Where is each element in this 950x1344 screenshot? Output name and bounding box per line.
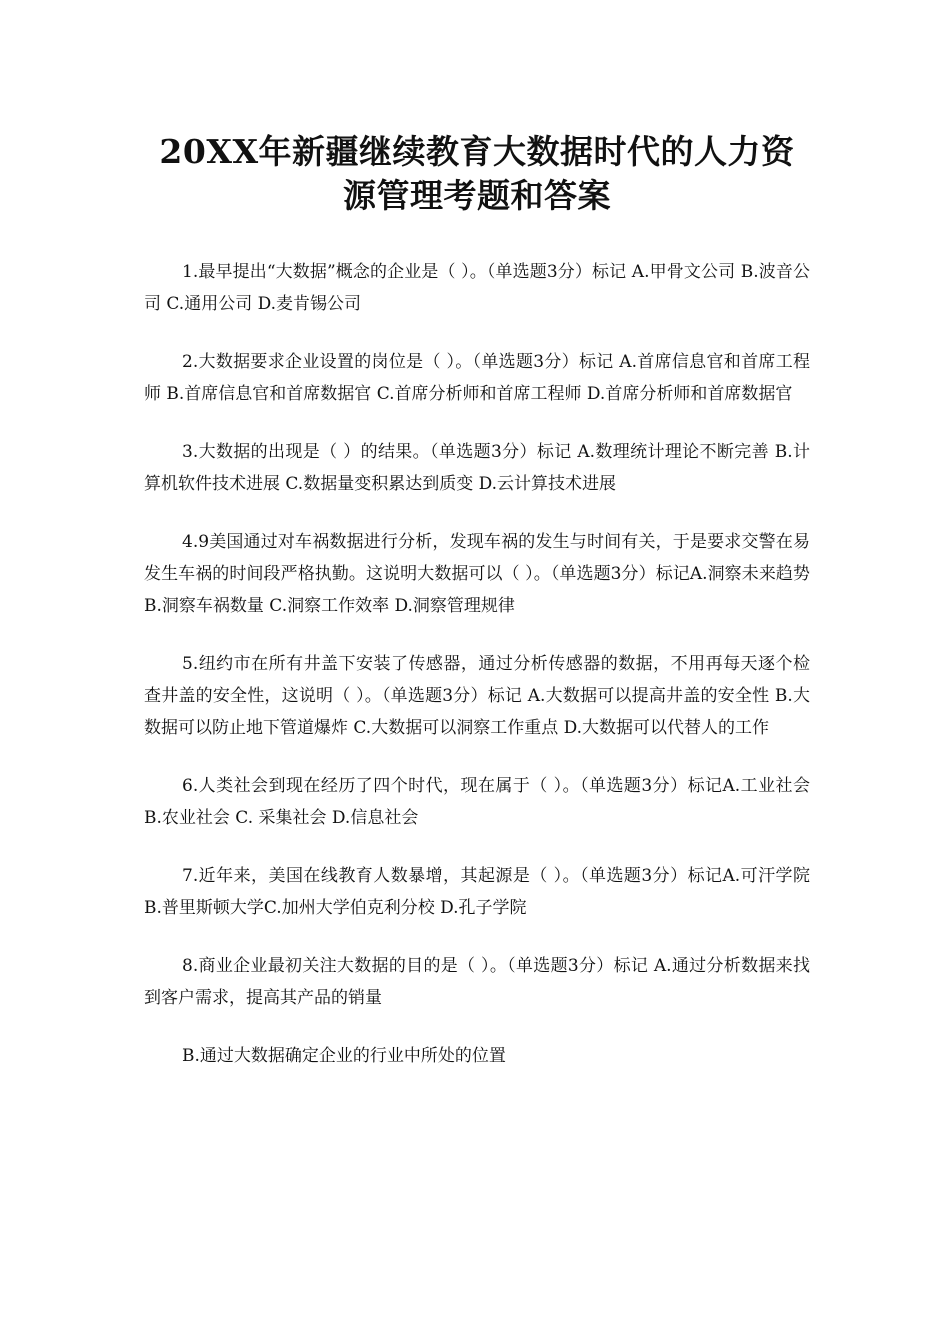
question-7: 7.近年来，美国在线教育人数暴增，其起源是（ ）。（单选题3分）标记A.可汗学院 B.普里斯顿大学C.加州大学伯克利分校 D.孔子学院 xyxy=(144,866,810,918)
question-1: 1.最早提出“大数据”概念的企业是（ ）。（单选题3分）标记 A.甲骨文公司 B.波音公司 C.通用公司 D.麦肯锡公司 xyxy=(144,262,810,314)
question-5: 5.纽约市在所有井盖下安装了传感器，通过分析传感器的数据，不用再每天逐个检查井盖的安全性，这说明（ ）。（单选题3分）标记 A.大数据可以提高井盖的安全性 B.大数据可以防止地下管道爆炸 C.大数据可以洞察工作重点 D.大数据可以代替人的工作 xyxy=(144,654,810,738)
question-2: 2.大数据要求企业设置的岗位是（ ）。（单选题3分）标记 A.首席信息官和首席工程师 B.首席信息官和首席数据官 C.首席分析师和首席工程师 D.首席分析师和首席数据官 xyxy=(144,352,810,404)
title-line-2: 源管理考题和答案 xyxy=(343,176,611,215)
question-8: 8.商业企业最初关注大数据的目的是（ ）。（单选题3分）标记 A.通过分析数据来找到客户需求，提高其产品的销量 xyxy=(144,956,810,1008)
question-6: 6.人类社会到现在经历了四个时代，现在属于（ ）。（单选题3分）标记A.工业社会 B.农业社会 C. 采集社会 D.信息社会 xyxy=(144,776,810,828)
question-3: 3.大数据的出现是（ ）的结果。（单选题3分）标记 A.数理统计理论不断完善 B.计算机软件技术进展 C.数据量变积累达到质变 D.云计算技术进展 xyxy=(144,442,810,494)
title-line-1: 20XX年新疆继续教育大数据时代的人力资 xyxy=(159,132,795,171)
page-title xyxy=(144,130,810,218)
question-4: 4.9美国通过对车祸数据进行分析，发现车祸的发生与时间有关，于是要求交警在易发生车祸的时间段严格执勤。这说明大数据可以（ ）。（单选题3分）标记A.洞察未来趋势 B.洞察车祸数量 C.洞察工作效率 D.洞察管理规律 xyxy=(144,532,810,616)
question-8-option-b: B.通过大数据确定企业的行业中所处的位置 xyxy=(182,1046,506,1066)
